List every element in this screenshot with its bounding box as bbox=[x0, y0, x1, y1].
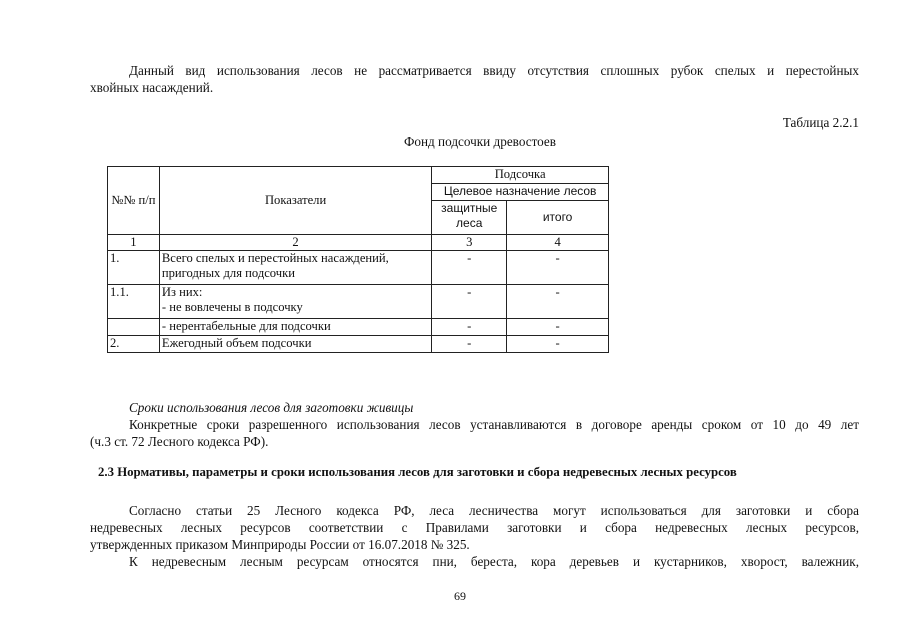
row-total-value: - bbox=[507, 285, 609, 319]
page-number: 69 bbox=[454, 589, 466, 603]
paragraph-1-line-1: Данный вид использования лесов не рассматривается ввиду отсутствия сплошных рубок спелых и перестойных bbox=[129, 63, 859, 78]
row-protective-value: - bbox=[432, 336, 507, 353]
row-num: 1. bbox=[108, 251, 160, 285]
terms-heading: Сроки использования лесов для заготовки живицы bbox=[129, 400, 414, 415]
row-num: 2. bbox=[108, 336, 160, 353]
row-num: 1.1. bbox=[108, 285, 160, 319]
paragraph-4-line-1: К недревесным лесным ресурсам относятся пни, береста, кора деревьев и кустарников, хворост, валежник, bbox=[129, 554, 859, 569]
col-number-1: 1 bbox=[108, 235, 160, 251]
col-number-2: 2 bbox=[159, 235, 431, 251]
table-row bbox=[108, 285, 609, 319]
paragraph-3-line-3: утвержденных приказом Минприроды России от 16.07.2018 № 325. bbox=[90, 537, 470, 552]
paragraph-1-line-2: хвойных насаждений. bbox=[90, 80, 214, 95]
table-row bbox=[108, 251, 609, 285]
row-text: Из них: - не вовлечены в подсочку bbox=[159, 285, 431, 319]
section-heading: 2.3 Нормативы, параметры и сроки использования лесов для заготовки и сбора недревесных лесных ресурсов bbox=[98, 465, 737, 479]
header-purpose: Целевое назначение лесов bbox=[432, 184, 609, 201]
header-protective: защитные леса bbox=[432, 201, 507, 235]
row-total-value: - bbox=[507, 319, 609, 336]
header-num: №№ п/п bbox=[108, 167, 160, 235]
row-text: Ежегодный объем подсочки bbox=[159, 336, 431, 353]
paragraph-3-line-1: Согласно статьи 25 Лесного кодекса РФ, леса лесничества могут использоваться для заготовки и сбора bbox=[129, 503, 859, 518]
row-text: Всего спелых и перестойных насаждений, пригодных для подсочки bbox=[159, 251, 431, 285]
row-text: - нерентабельные для подсочки bbox=[159, 319, 431, 336]
row-total-value: - bbox=[507, 336, 609, 353]
tapping-fund-table bbox=[107, 166, 609, 353]
header-indicators: Показатели bbox=[159, 167, 431, 235]
paragraph-3-line-2: недревесных лесных ресурсов соответствии с Правилами заготовки и сбора недревесных лесных ресурсов, bbox=[90, 520, 859, 535]
table-title: Фонд подсочки древостоев bbox=[403, 134, 557, 149]
terms-text-line-1: Конкретные сроки разрешенного использования лесов устанавливаются в договоре аренды сроком от 10 до 49 лет bbox=[129, 417, 859, 432]
terms-text-line-2: (ч.3 ст. 72 Лесного кодекса РФ). bbox=[90, 434, 269, 449]
row-protective-value: - bbox=[432, 285, 507, 319]
row-protective-value: - bbox=[432, 251, 507, 285]
col-number-4: 4 bbox=[507, 235, 609, 251]
row-protective-value: - bbox=[432, 319, 507, 336]
table-label: Таблица 2.2.1 bbox=[782, 115, 859, 130]
table-row bbox=[108, 319, 609, 336]
header-total: итого bbox=[507, 201, 609, 235]
col-number-3: 3 bbox=[432, 235, 507, 251]
table-row bbox=[108, 336, 609, 353]
row-total-value: - bbox=[507, 251, 609, 285]
header-tapping: Подсочка bbox=[432, 167, 609, 184]
row-num bbox=[108, 319, 160, 336]
